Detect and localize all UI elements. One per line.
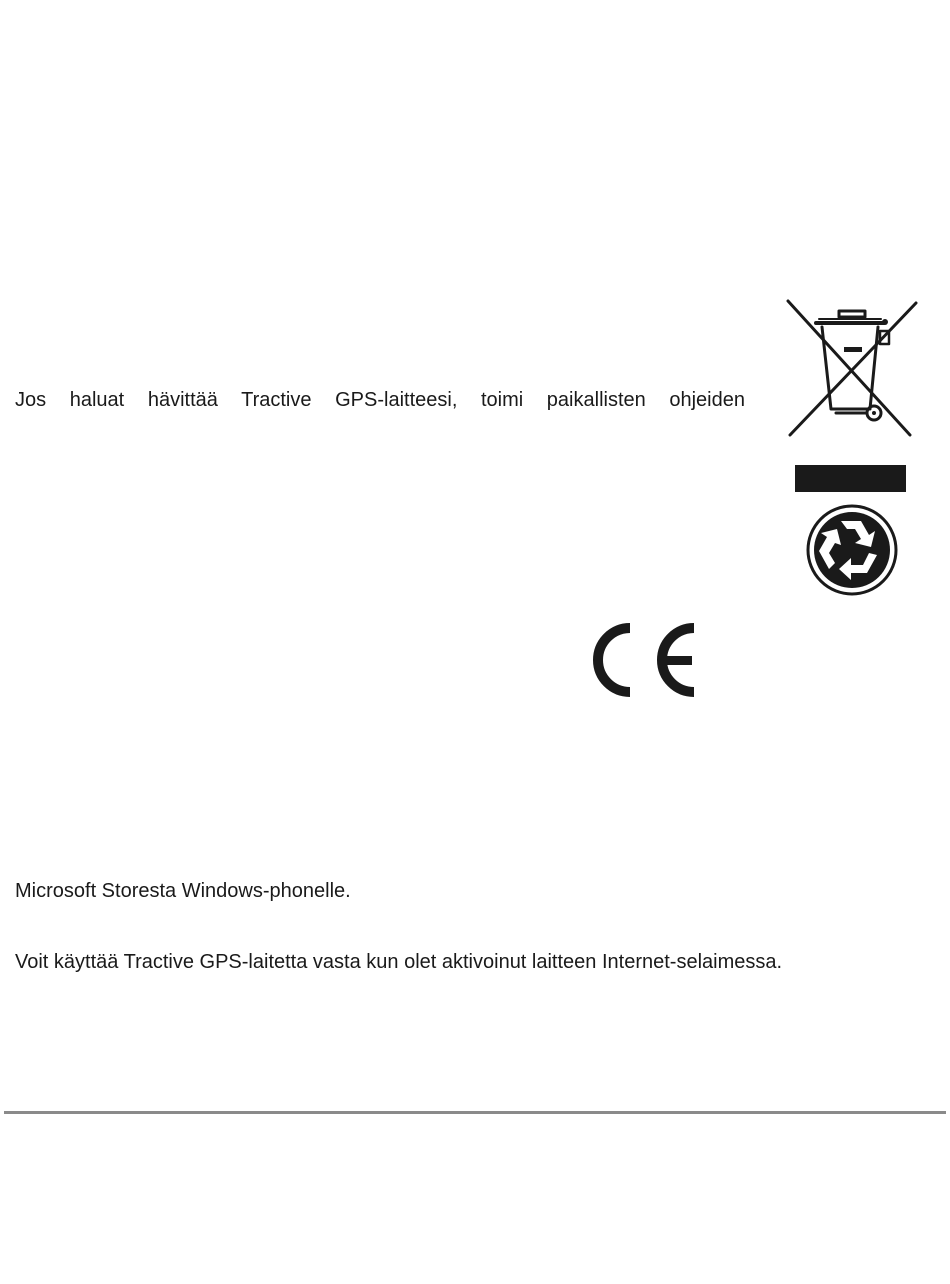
ce-mark-icon: [586, 620, 698, 700]
footer-divider: [4, 1111, 946, 1114]
store-text: Microsoft Storesta Windows-phonelle.: [15, 880, 351, 902]
recycling-icon: [805, 503, 899, 597]
disposal-text: Jos haluat hävittää Tractive GPS-laitteesi, toimi paikallisten ohjeiden: [15, 389, 745, 411]
activation-text: Voit käyttää Tractive GPS-laitetta vasta kun olet aktivoinut laitteen Internet-selaimessa.: [15, 951, 783, 973]
weee-underline-bar: [795, 465, 906, 492]
crossed-out-wheelie-bin-icon: [784, 297, 920, 439]
